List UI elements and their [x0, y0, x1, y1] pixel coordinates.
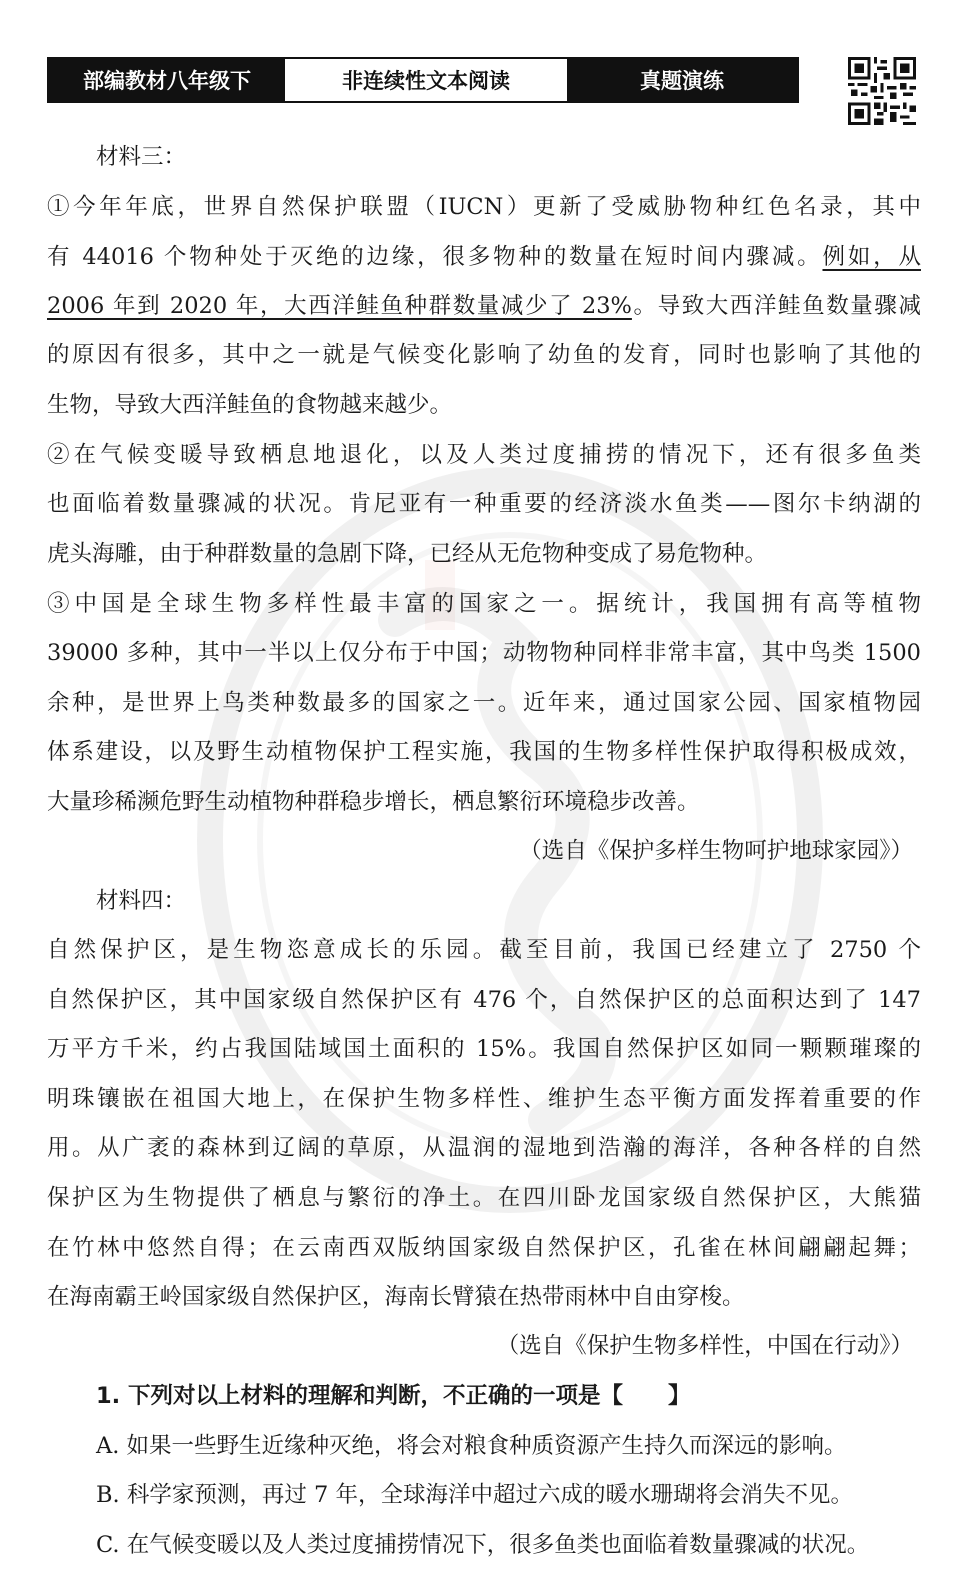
option-a[interactable]: A. 如果一些野生近缘种灭绝，将会对粮食种质资源产生持久而深远的影响。 — [96, 1433, 847, 1459]
paragraph-line — [47, 291, 921, 321]
material-3-source: （选自《保护多样生物呵护地球家园》） — [519, 838, 913, 864]
header-section: 真题演练 — [567, 59, 797, 101]
underlined-text: 例如，从 — [822, 244, 921, 270]
paragraph-line: 余种，是世界上鸟类种数最多的国家之一。近年来，通过国家公园、国家植物园 — [47, 690, 921, 716]
paragraph-line: 用。从广袤的森林到辽阔的草原，从温润的湿地到浩瀚的海洋，各种各样的自然 — [47, 1135, 921, 1161]
paragraph-line: ①今年年底，世界自然保护联盟（IUCN）更新了受威胁物种红色名录，其中 — [47, 194, 921, 220]
underlined-text: 2006 年到 2020 年，大西洋鲑鱼种群数量减少了 23% — [47, 293, 632, 319]
paragraph-line: ③中国是全球生物多样性最丰富的国家之一。据统计，我国拥有高等植物 — [47, 591, 921, 617]
paragraph-line: 保护区为生物提供了栖息与繁衍的净土。在四川卧龙国家级自然保护区，大熊猫 — [47, 1185, 921, 1211]
paragraph-line: 体系建设，以及野生动植物保护工程实施，我国的生物多样性保护取得积极成效， — [47, 739, 921, 765]
material-3-title: 材料三： — [96, 144, 187, 170]
paragraph-line — [47, 242, 921, 272]
header-topic: 非连续性文本阅读 — [285, 59, 567, 101]
paragraph-line: ②在气候变暖导致栖息地退化，以及人类过度捕捞的情况下，还有很多鱼类 — [47, 442, 921, 468]
qr-code-icon — [848, 57, 916, 125]
material-4-title: 材料四： — [96, 888, 187, 914]
paragraph-line: 39000 多种，其中一半以上仅分布于中国；动物物种同样非常丰富，其中鸟类 1500 — [47, 640, 921, 666]
paragraph-line: 生物，导致大西洋鲑鱼的食物越来越少。 — [47, 392, 453, 418]
paragraph-line: 的原因有很多，其中之一就是气候变化影响了幼鱼的发育，同时也影响了其他的 — [47, 342, 921, 368]
paragraph-line: 在海南霸王岭国家级自然保护区，海南长臂猿在热带雨林中自由穿梭。 — [47, 1284, 745, 1310]
material-4-source: （选自《保护生物多样性，中国在行动》） — [496, 1333, 913, 1359]
option-c[interactable]: C. 在气候变暖以及人类过度捕捞情况下，很多鱼类也面临着数量骤减的状况。 — [96, 1532, 870, 1558]
paragraph-line: 自然保护区，其中国家级自然保护区有 476 个，自然保护区的总面积达到了 147 — [47, 987, 921, 1013]
paragraph-text: 。导致大西洋鲑鱼数量骤减 — [631, 293, 921, 319]
paragraph-line: 虎头海雕，由于种群数量的急剧下降，已经从无危物种变成了易危物种。 — [47, 541, 768, 567]
page-header — [47, 57, 799, 103]
header-textbook: 部编教材八年级下 — [49, 59, 285, 101]
option-b[interactable]: B. 科学家预测，再过 7 年，全球海洋中超过六成的暖水珊瑚将会消失不见。 — [96, 1482, 853, 1508]
paragraph-line: 大量珍稀濒危野生动植物种群稳步增长，栖息繁衍环境稳步改善。 — [47, 789, 700, 815]
paragraph-line: 自然保护区，是生物恣意成长的乐园。截至目前，我国已经建立了 2750 个 — [47, 937, 921, 963]
question-stem: 1. 下列对以上材料的理解和判断，不正确的一项是【 】 — [96, 1383, 691, 1409]
paragraph-line: 万平方千米，约占我国陆域国土面积的 15%。我国自然保护区如同一颗颗璀璨的 — [47, 1036, 921, 1062]
paragraph-line: 明珠镶嵌在祖国大地上，在保护生物多样性、维护生态平衡方面发挥着重要的作 — [47, 1086, 921, 1112]
paragraph-line: 也面临着数量骤减的状况。肯尼亚有一种重要的经济淡水鱼类——图尔卡纳湖的 — [47, 491, 921, 517]
paragraph-text: 有 44016 个物种处于灭绝的边缘，很多物种的数量在短时间内骤减。 — [47, 244, 823, 270]
paragraph-line: 在竹林中悠然自得；在云南西双版纳国家级自然保护区，孔雀在林间翩翩起舞； — [47, 1235, 921, 1261]
